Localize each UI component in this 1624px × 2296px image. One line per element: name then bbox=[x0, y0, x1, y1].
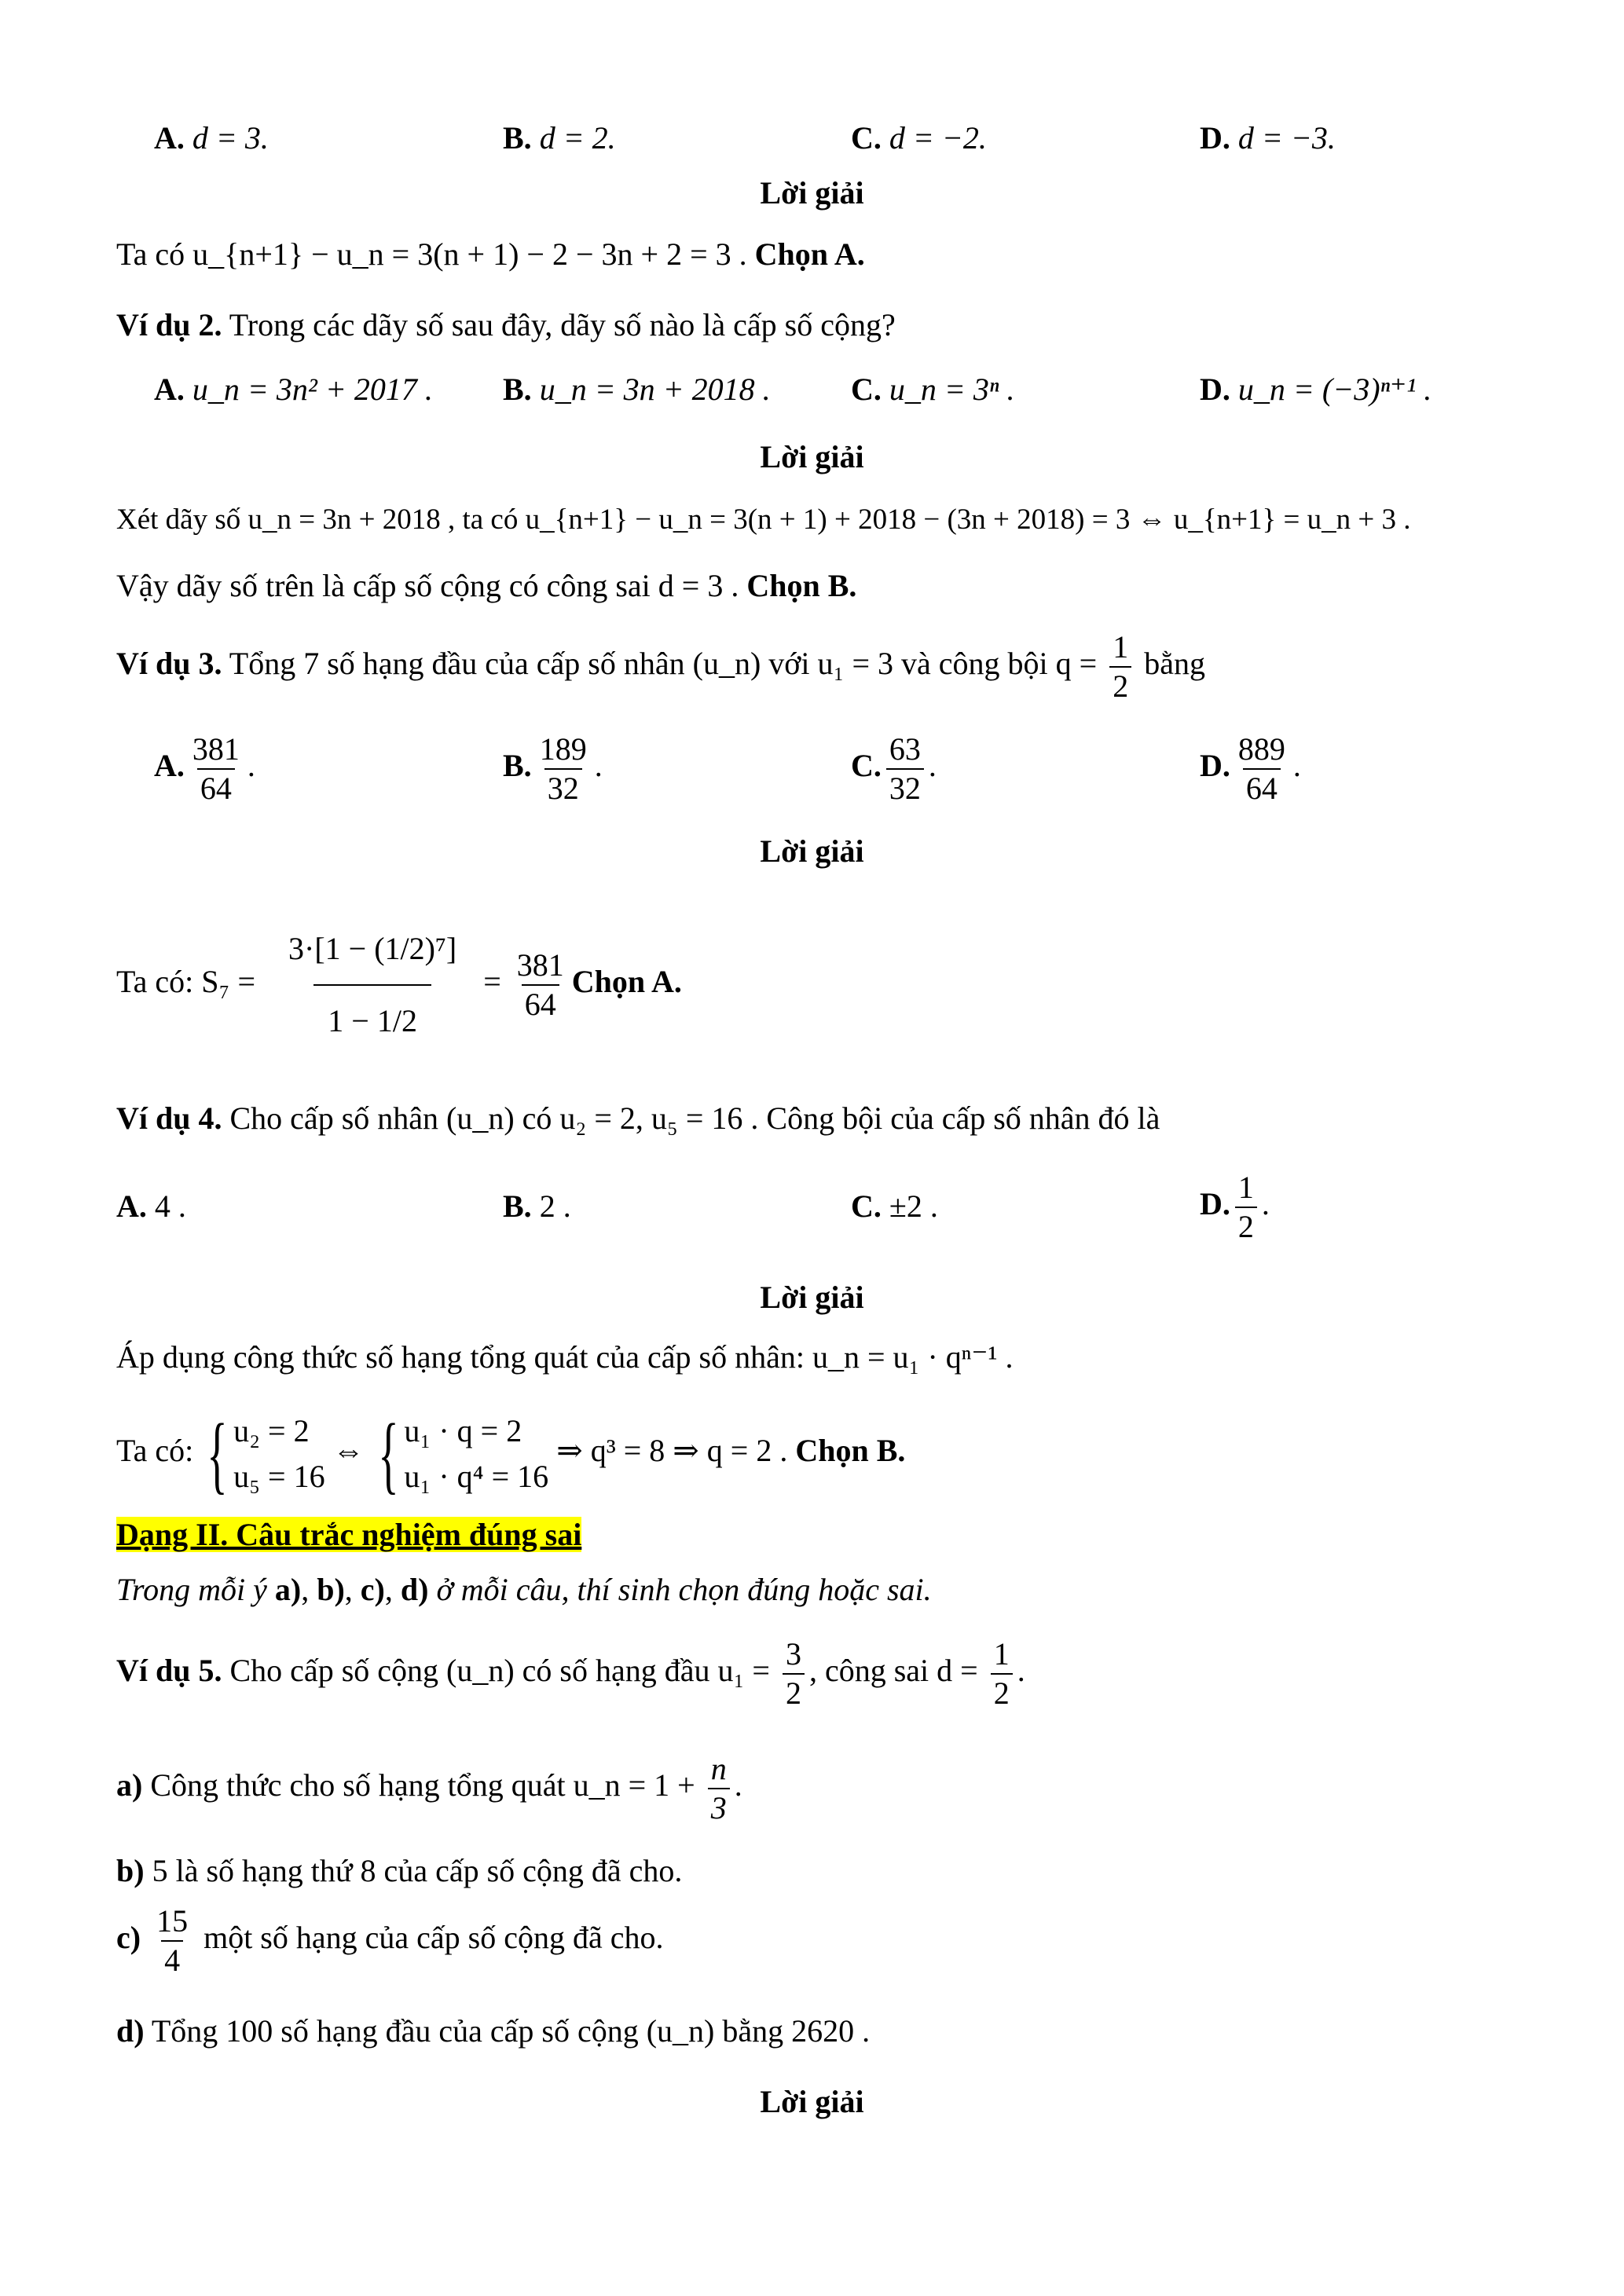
big-fraction bbox=[274, 914, 471, 1056]
solution-text: Ta có: S₇ = bbox=[116, 964, 256, 999]
section-title bbox=[116, 1514, 581, 1555]
part-label: b) bbox=[317, 1572, 345, 1607]
denominator: 1 − 1/2 bbox=[313, 984, 431, 1056]
denominator: 64 bbox=[1243, 768, 1281, 807]
question-text: bằng bbox=[1144, 646, 1205, 681]
numerator: 381 bbox=[516, 947, 564, 983]
option-a bbox=[154, 118, 269, 159]
iff-symbol: ⇔ bbox=[332, 1433, 365, 1468]
option-a: A. $\frac{381}{64}$ . bbox=[154, 731, 255, 806]
solution-heading: Lời giải bbox=[760, 1280, 864, 1315]
denominator: 64 bbox=[197, 768, 235, 807]
statement-a bbox=[116, 1742, 742, 1829]
option-label: D. bbox=[1200, 372, 1230, 407]
separator: , bbox=[344, 1572, 361, 1607]
part-label: c) bbox=[360, 1572, 385, 1607]
separator: , bbox=[301, 1572, 317, 1607]
option-b: B. $\frac{189}{32}$ . bbox=[503, 731, 603, 806]
statement-b bbox=[116, 1851, 682, 1891]
option-c bbox=[851, 1186, 938, 1227]
statement-text: một số hạng của cấp số cộng đã cho. bbox=[203, 1920, 664, 1955]
numerator: 1 bbox=[993, 1635, 1010, 1672]
option-a bbox=[154, 369, 433, 410]
part-label: d) bbox=[116, 2013, 145, 2049]
numerator: 3 bbox=[785, 1635, 801, 1672]
option-label: A. bbox=[154, 372, 185, 407]
option-d bbox=[1200, 118, 1336, 159]
option-text: u_n = 3ⁿ . bbox=[889, 372, 1015, 407]
example-2-question bbox=[116, 305, 896, 346]
option-label: B. bbox=[503, 1188, 532, 1224]
denominator: 2 bbox=[991, 1673, 1013, 1712]
answer-choice: Chọn B. bbox=[746, 568, 857, 603]
fraction bbox=[783, 1635, 805, 1712]
option-label: A. bbox=[154, 120, 185, 156]
solution-system bbox=[116, 1400, 905, 1502]
answer-choice: Chọn A. bbox=[571, 964, 682, 999]
equation-system bbox=[233, 1408, 325, 1500]
option-text: d = −2. bbox=[889, 120, 987, 156]
example-label: Ví dụ 2. bbox=[116, 307, 222, 342]
statement-text: 5 là số hạng thứ 8 của cấp số cộng đã cho. bbox=[152, 1853, 683, 1888]
numerator: 3·[1 − (1/2)⁷] bbox=[288, 930, 457, 966]
left-brace: { bbox=[207, 1405, 228, 1502]
numerator: 381 bbox=[192, 731, 240, 767]
solution-text: Ta có: bbox=[116, 1433, 194, 1468]
option-text: u_n = (−3)ⁿ⁺¹ . bbox=[1237, 372, 1432, 407]
question-text: Cho cấp số cộng (u_n) có số hạng đầu u₁ = bbox=[229, 1653, 770, 1688]
section-instruction bbox=[116, 1569, 932, 1610]
part-label: b) bbox=[116, 1853, 145, 1888]
solution-text: Ta có u_{n+1} − u_n = 3(n + 1) − 2 − 3n + 2 = 3 . bbox=[116, 236, 747, 272]
numerator: n bbox=[710, 1750, 727, 1786]
solution-text: Vậy dãy số trên là cấp số cộng có công sai d = 3 . bbox=[116, 568, 739, 603]
option-d: D. $\frac{1}{2}$ . bbox=[1200, 1170, 1270, 1244]
option-text: d = −3. bbox=[1237, 120, 1336, 156]
part-label: c) bbox=[116, 1920, 141, 1955]
statement-text: . bbox=[734, 1767, 742, 1803]
option-c bbox=[851, 369, 1014, 410]
option-text: ±2 . bbox=[889, 1188, 938, 1224]
option-text: 4 . bbox=[154, 1188, 186, 1224]
solution-text: ⇒ q³ = 8 ⇒ q = 2 . bbox=[556, 1433, 788, 1468]
equals-sign: = bbox=[483, 964, 501, 999]
separator: , bbox=[384, 1572, 401, 1607]
option-text: d = 2. bbox=[539, 120, 616, 156]
equation: u₅ = 16 bbox=[233, 1458, 325, 1494]
fraction bbox=[708, 1750, 730, 1827]
denominator: 2 bbox=[1235, 1207, 1257, 1246]
statement-c bbox=[116, 1895, 663, 1981]
option-label: D. bbox=[1200, 748, 1230, 784]
numerator: 63 bbox=[889, 731, 921, 767]
denominator: 4 bbox=[161, 1940, 183, 1979]
solution-line: Xét dãy số u_n = 3n + 2018 , ta có u_{n+1} − u_n = 3(n + 1) + 2018 − (3n + 2018) = 3 ⇔ u_{n+1} = u_n + 3 . bbox=[116, 504, 1411, 536]
fraction bbox=[1235, 1169, 1257, 1246]
solution-heading: Lời giải bbox=[760, 439, 864, 474]
fraction bbox=[991, 1635, 1013, 1712]
option-b bbox=[503, 369, 771, 410]
fraction bbox=[886, 731, 924, 807]
example-3-question bbox=[116, 627, 1205, 705]
solution-heading: Lời giải bbox=[760, 175, 864, 211]
denominator: 32 bbox=[886, 768, 924, 807]
option-c: C. $\frac{63}{32}$ . bbox=[851, 731, 937, 806]
equation: u₂ = 2 bbox=[233, 1412, 310, 1448]
question-text: . bbox=[1017, 1653, 1025, 1688]
instruction-text: Trong mỗi ý bbox=[116, 1572, 275, 1607]
solution-heading: Lời giải bbox=[760, 833, 864, 869]
numerator: 889 bbox=[1237, 731, 1285, 767]
option-label: A. bbox=[116, 1188, 147, 1224]
fraction bbox=[1109, 628, 1131, 705]
denominator: 64 bbox=[522, 984, 559, 1023]
denominator: 3 bbox=[708, 1788, 730, 1827]
option-b bbox=[503, 118, 616, 159]
example-5-question bbox=[116, 1628, 1025, 1714]
numerator: 189 bbox=[539, 731, 587, 767]
option-d: D. $\frac{889}{64}$ . bbox=[1200, 731, 1301, 806]
equation: u₁ · q = 2 bbox=[404, 1412, 522, 1448]
solution-heading: Lời giải bbox=[760, 2084, 864, 2119]
question-text: Tổng 7 số hạng đầu của cấp số nhân (u_n) với u₁ = 3 và công bội q = bbox=[229, 646, 1098, 681]
instruction-text: ở mỗi câu, thí sinh chọn đúng hoặc sai. bbox=[428, 1572, 932, 1607]
denominator: 2 bbox=[1109, 666, 1131, 705]
option-c bbox=[851, 118, 987, 159]
option-label: B. bbox=[503, 372, 532, 407]
option-label: D. bbox=[1200, 120, 1230, 156]
fraction bbox=[189, 731, 243, 807]
option-label: C. bbox=[851, 372, 882, 407]
equation: u₁ · q⁴ = 16 bbox=[404, 1458, 549, 1494]
option-label: B. bbox=[503, 120, 532, 156]
section-heading: Dạng II. Câu trắc nghiệm đúng sai bbox=[116, 1517, 582, 1552]
part-label: d) bbox=[400, 1572, 429, 1607]
example-label: Ví dụ 3. bbox=[116, 646, 222, 681]
option-d bbox=[1200, 369, 1432, 410]
option-text: 2 . bbox=[539, 1188, 571, 1224]
solution-line bbox=[116, 234, 865, 275]
denominator: 2 bbox=[783, 1673, 805, 1712]
denominator: 32 bbox=[544, 768, 582, 807]
part-label: a) bbox=[116, 1767, 143, 1803]
statement-text: Công thức cho số hạng tổng quát u_n = 1 + bbox=[150, 1767, 695, 1803]
statement-text: Tổng 100 số hạng đầu của cấp số cộng (u_n) bằng 2620 . bbox=[151, 2013, 871, 2049]
option-label: B. bbox=[503, 748, 532, 784]
option-label: C. bbox=[851, 1188, 882, 1224]
answer-choice: Chọn A. bbox=[754, 236, 865, 272]
answer-choice: Chọn B. bbox=[795, 1433, 906, 1468]
option-text: d = 3. bbox=[192, 120, 269, 156]
numerator: 1 bbox=[1113, 628, 1129, 665]
option-text: u_n = 3n + 2018 . bbox=[539, 372, 771, 407]
numerator: 1 bbox=[1237, 1170, 1254, 1205]
equation-system bbox=[404, 1408, 548, 1500]
solution-formula bbox=[116, 895, 682, 1068]
fraction bbox=[537, 731, 590, 807]
option-label: C. bbox=[851, 120, 882, 156]
question-text: Cho cấp số nhân (u_n) có u₂ = 2, u₅ = 16 . Công bội của cấp số nhân đó là bbox=[229, 1100, 1160, 1136]
question-text: Trong các dãy số sau đây, dãy số nào là cấp số cộng? bbox=[229, 307, 896, 342]
left-brace: { bbox=[377, 1405, 399, 1502]
option-a bbox=[116, 1186, 186, 1227]
example-label: Ví dụ 4. bbox=[116, 1100, 222, 1136]
fraction bbox=[1235, 731, 1289, 807]
statement-d bbox=[116, 2011, 870, 2052]
option-label: A. bbox=[154, 748, 185, 784]
solution-line bbox=[116, 566, 856, 606]
solution-line: Áp dụng công thức số hạng tổng quát của cấp số nhân: u_n = u₁ · qⁿ⁻¹ . bbox=[116, 1339, 1014, 1375]
example-4-question bbox=[116, 1098, 1160, 1139]
option-label: D. bbox=[1200, 1186, 1230, 1222]
option-b bbox=[503, 1186, 571, 1227]
fraction bbox=[514, 947, 567, 1023]
numerator: 15 bbox=[156, 1902, 189, 1939]
option-text: u_n = 3n² + 2017 . bbox=[192, 372, 433, 407]
example-label: Ví dụ 5. bbox=[116, 1653, 222, 1688]
part-label: a) bbox=[274, 1572, 302, 1607]
fraction bbox=[153, 1902, 191, 1979]
option-label: C. bbox=[851, 748, 882, 784]
question-text: , công sai d = bbox=[808, 1653, 978, 1688]
